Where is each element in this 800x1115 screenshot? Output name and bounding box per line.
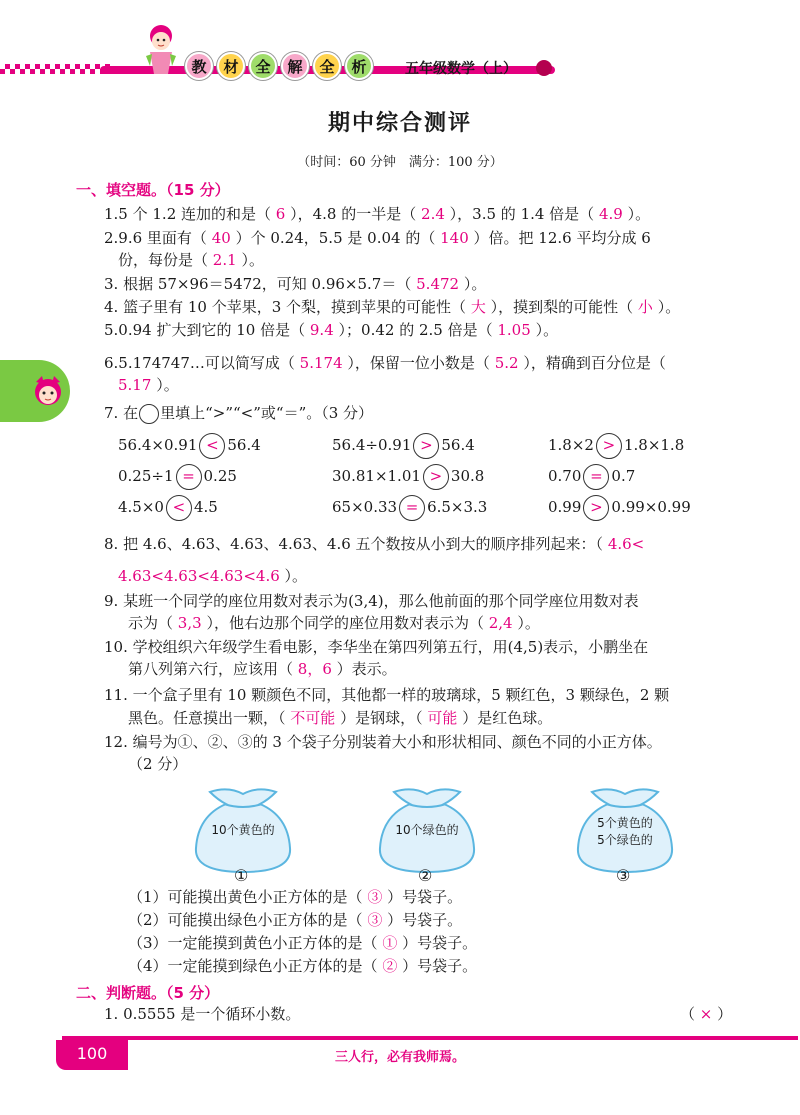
q6-text-a: 6.5.174747…可以简写成（: [104, 354, 295, 372]
series-badges: [185, 52, 373, 80]
q9-text-b: 示为（: [128, 614, 174, 632]
q9-answer-2: 2,4: [488, 614, 513, 632]
q12-sub-2-text-b: ）号袋子。: [387, 911, 463, 929]
compare-sign: =: [590, 467, 603, 485]
badge-5: 全: [313, 52, 341, 80]
q12-sub-3-text-b: ）号袋子。: [402, 934, 478, 952]
q4-text-a: 4. 篮子里有 10 个苹果，3 个梨，摸到苹果的可能性（: [104, 298, 467, 316]
bag-3-label-line-2: 5个绿色的: [597, 833, 653, 847]
section-2-heading: 二、判断题。（5 分）: [76, 984, 220, 1002]
q8-text-b: ）。: [284, 567, 308, 585]
q11-text-a: 11. 一个盒子里有 10 颗颜色不同，其他都一样的玻璃球，5 颗红色，3 颗绿色，2 颗: [104, 686, 670, 704]
q12-sub-3-text-a: （3）一定能摸到黄色小正方体的是（: [128, 934, 378, 952]
section-1-heading: 一、填空题。（15 分）: [76, 181, 230, 199]
q6-answer-3: 5.17: [118, 376, 152, 394]
question-7-heading: [104, 402, 373, 424]
compare-r1c1: [118, 430, 261, 460]
q11-answer-2: 可能: [427, 709, 458, 727]
badge-4: 解: [281, 52, 309, 80]
judge-1-answer: [680, 1003, 732, 1024]
q6-answer-1: 5.174: [299, 354, 343, 372]
cat-face-icon: [32, 374, 64, 408]
compare-sign: <: [206, 436, 219, 454]
q2-answer-2: 140: [440, 229, 469, 247]
judge-paren-open: （: [680, 1005, 696, 1023]
q6-text-c: ），精确到百分位是（: [523, 354, 666, 372]
question-10-cont: [128, 658, 397, 680]
page-number: 100: [56, 1040, 128, 1070]
question-3: [104, 273, 486, 295]
q1-text-c: ），3.5 的 1.4 倍是（: [449, 205, 595, 223]
cmp-left: 1.8×2: [548, 436, 594, 454]
question-6-cont: [118, 374, 179, 396]
cmp-left: 56.4×0.91: [118, 436, 198, 454]
q2-text-a: 2.9.6 里面有（: [104, 229, 207, 247]
question-9-cont: [128, 612, 540, 634]
badge-2: 材: [217, 52, 245, 80]
compare-sign: =: [405, 498, 419, 516]
q3-answer: 5.472: [416, 275, 460, 293]
q5-text-a: 5.0.94 扩大到它的 10 倍是（: [104, 321, 306, 339]
bag-1-label: 10个黄色的: [211, 823, 275, 837]
compare-sign: >: [429, 467, 443, 485]
cmp-right: 0.99×0.99: [611, 498, 691, 516]
question-2: [104, 227, 651, 249]
q2-text-c: ）倍。把 12.6 平均分成 6: [473, 229, 651, 247]
q5-text-c: ）。: [535, 321, 559, 339]
q12-sub-3-answer: ①: [382, 934, 398, 952]
q4-text-c: ）。: [657, 298, 681, 316]
q12-sub-4-text-a: （4）一定能摸到绿色小正方体的是（: [128, 957, 378, 975]
q12-sub-1-text-a: （1）可能摸出黄色小正方体的是（: [128, 888, 363, 906]
compare-r2c3: [548, 461, 635, 491]
q12-sub-4: [128, 955, 477, 977]
q9-text-d: ）。: [517, 614, 540, 632]
cmp-right: 0.7: [611, 467, 636, 485]
q4-answer-2: 小: [637, 298, 653, 316]
compare-circle: [176, 464, 202, 490]
compare-sign: >: [590, 498, 603, 516]
compare-circle: [583, 495, 609, 521]
q12-sub-2-text-a: （2）可能摸出绿色小正方体的是（: [128, 911, 363, 929]
q2-answer-1: 40: [211, 229, 231, 247]
cmp-left: 56.4÷0.91: [332, 436, 412, 454]
q1-text-b: ），4.8 的一半是（: [290, 205, 417, 223]
footer-line: [62, 1036, 798, 1040]
compare-circle: [166, 495, 192, 521]
q6-text-d: ）。: [156, 376, 179, 394]
compare-circle: [423, 464, 449, 490]
bag-2-number: ②: [418, 866, 433, 885]
q6-text-b: ），保留一位小数是（: [347, 354, 490, 372]
compare-r3c3: [548, 492, 691, 522]
q12-text-a: 12. 编号为①、②、③的 3 个袋子分别装着大小和形状相同、颜色不同的小正方体。: [104, 733, 662, 751]
compare-r3c2: [332, 492, 487, 522]
q2-text-d: 份，每份是（: [118, 251, 209, 269]
page-subtitle: （时间：60 分钟 满分：100 分）: [297, 155, 503, 170]
q8-answer-1: 4.6<: [607, 535, 645, 553]
compare-sign: <: [172, 498, 186, 516]
q3-text-a: 3. 根据 57×96＝5472，可知 0.96×5.7＝（: [104, 275, 412, 293]
badge-3: 全: [249, 52, 277, 80]
q3-text-b: ）。: [463, 275, 487, 293]
q11-text-d: ）是红色球。: [462, 709, 553, 727]
q12-sub-1: [128, 886, 462, 908]
q10-text-a: 10. 学校组织六年级学生看电影，李华坐在第四列第五行，用(4,5)表示，小鹏坐在: [104, 638, 649, 656]
cmp-right: 4.5: [193, 498, 218, 516]
q8-text-a: 8. 把 4.6、4.63、4.63、4.63、4.6 五个数按从小到大的顺序排列起来：（: [104, 535, 604, 553]
question-10: [104, 636, 648, 658]
q8-answer-2: 4.63<4.63<4.63<4.6: [118, 567, 280, 585]
bag-2-label: 10个绿色的: [395, 823, 459, 837]
cmp-left: 0.25÷1: [118, 467, 174, 485]
compare-circle: [199, 433, 225, 459]
cmp-right: 1.8×1.8: [623, 436, 685, 454]
cmp-left: 30.81×1.01: [332, 467, 421, 485]
q4-answer-1: 大: [470, 298, 486, 316]
bag-3-number: ③: [616, 866, 631, 885]
q10-answer: 8，6: [297, 660, 332, 678]
compare-circle: [583, 464, 609, 490]
cmp-left: 65×0.33: [332, 498, 398, 516]
question-5: [104, 319, 558, 341]
bag-1-number: ①: [234, 866, 249, 885]
compare-r2c2: [332, 461, 484, 491]
judge-1: 1. 0.5555 是一个循环小数。: [104, 1005, 301, 1023]
q12-sub-2: [128, 909, 462, 931]
q10-text-c: ）表示。: [336, 660, 397, 678]
compare-r1c2: [332, 430, 475, 460]
q12-sub-4-answer: ②: [382, 957, 398, 975]
compare-r1c3: [548, 430, 684, 460]
page-title: 期中综合测评: [327, 110, 472, 136]
q11-text-c: ）是钢球，（: [340, 709, 423, 727]
compare-sign: >: [420, 436, 433, 454]
cmp-right: 0.25: [203, 467, 237, 485]
bag-3-label-line-1: 5个黄色的: [597, 816, 653, 830]
compare-circle: [399, 495, 425, 521]
question-11-cont: [128, 707, 552, 729]
compare-circle: [413, 433, 439, 459]
compare-sign: >: [602, 436, 616, 454]
footer-motto: 三人行，必有我师焉。: [334, 1050, 465, 1065]
bag-3-label: [578, 815, 672, 849]
q12-text-b: （2 分）: [128, 755, 188, 773]
checker-pattern: [0, 64, 110, 74]
side-tab: [0, 360, 70, 422]
question-4: [104, 296, 680, 318]
q5-answer-2: 1.05: [497, 321, 531, 339]
badge-6: 析: [345, 52, 373, 80]
q7-text-b: 里填上“>”“<”或“＝”。（3 分）: [160, 404, 374, 422]
q9-text-a: 9. 某班一个同学的座位用数对表示为(3,4)，那么他前面的那个同学座位用数对表: [104, 592, 639, 610]
mascot-girl-icon: [138, 22, 184, 84]
cmp-right: 6.5×3.3: [427, 498, 488, 516]
cmp-left: 0.99: [548, 498, 582, 516]
q11-answer-1: 不可能: [290, 709, 336, 727]
q11-text-b: 黑色。任意摸出一颗，（: [128, 709, 286, 727]
cmp-right: 56.4: [441, 436, 475, 454]
question-2-cont: [118, 249, 264, 271]
compare-r2c1: [118, 461, 237, 491]
judge-mark: ×: [699, 1005, 713, 1023]
q12-sub-2-answer: ③: [367, 911, 383, 929]
q12-sub-1-answer: ③: [367, 888, 383, 906]
judge-paren-close: ）: [717, 1005, 733, 1023]
question-8: [104, 533, 644, 555]
question-12-points: [128, 753, 187, 775]
q1-answer-2: 2.4: [421, 205, 445, 223]
question-1: [104, 203, 650, 225]
compare-sign: =: [182, 467, 195, 485]
question-9: [104, 590, 639, 612]
q9-text-c: ），他右边那个同学的座位用数对表示为（: [206, 614, 484, 632]
q1-answer-1: 6: [275, 205, 286, 223]
grade-label: 五年级数学（上）: [405, 61, 517, 77]
q5-answer-1: 9.4: [309, 321, 334, 339]
badge-1: 教: [185, 52, 213, 80]
q4-text-b: ），摸到梨的可能性（: [490, 298, 634, 316]
q6-answer-2: 5.2: [494, 354, 519, 372]
q1-text-d: ）。: [627, 205, 651, 223]
blank-circle-icon: [139, 404, 159, 424]
q5-text-b: ）；0.42 的 2.5 倍是（: [338, 321, 493, 339]
q1-answer-3: 4.9: [598, 205, 623, 223]
q1-text-a: 1.5 个 1.2 连加的和是（: [104, 205, 272, 223]
question-8-cont: [118, 565, 307, 587]
question-6: [104, 352, 666, 374]
q2-answer-3: 2.1: [212, 251, 237, 269]
q12-sub-3: [128, 932, 477, 954]
cmp-right: 30.8: [450, 467, 485, 485]
q12-sub-4-text-b: ）号袋子。: [402, 957, 478, 975]
question-12: [104, 731, 662, 753]
header-bullet: [536, 60, 552, 76]
q9-answer-1: 3,3: [177, 614, 202, 632]
q2-text-e: ）。: [241, 251, 264, 269]
question-11: [104, 684, 669, 706]
cmp-right: 56.4: [227, 436, 261, 454]
cmp-left: 4.5×0: [118, 498, 164, 516]
cmp-left: 0.70: [548, 467, 582, 485]
q10-text-b: 第八列第六行，应该用（: [128, 660, 294, 678]
q2-text-b: ）个 0.24，5.5 是 0.04 的（: [235, 229, 436, 247]
q12-sub-1-text-b: ）号袋子。: [387, 888, 463, 906]
compare-r3c1: [118, 492, 218, 522]
q7-text-a: 7. 在: [104, 404, 139, 422]
compare-circle: [596, 433, 622, 459]
